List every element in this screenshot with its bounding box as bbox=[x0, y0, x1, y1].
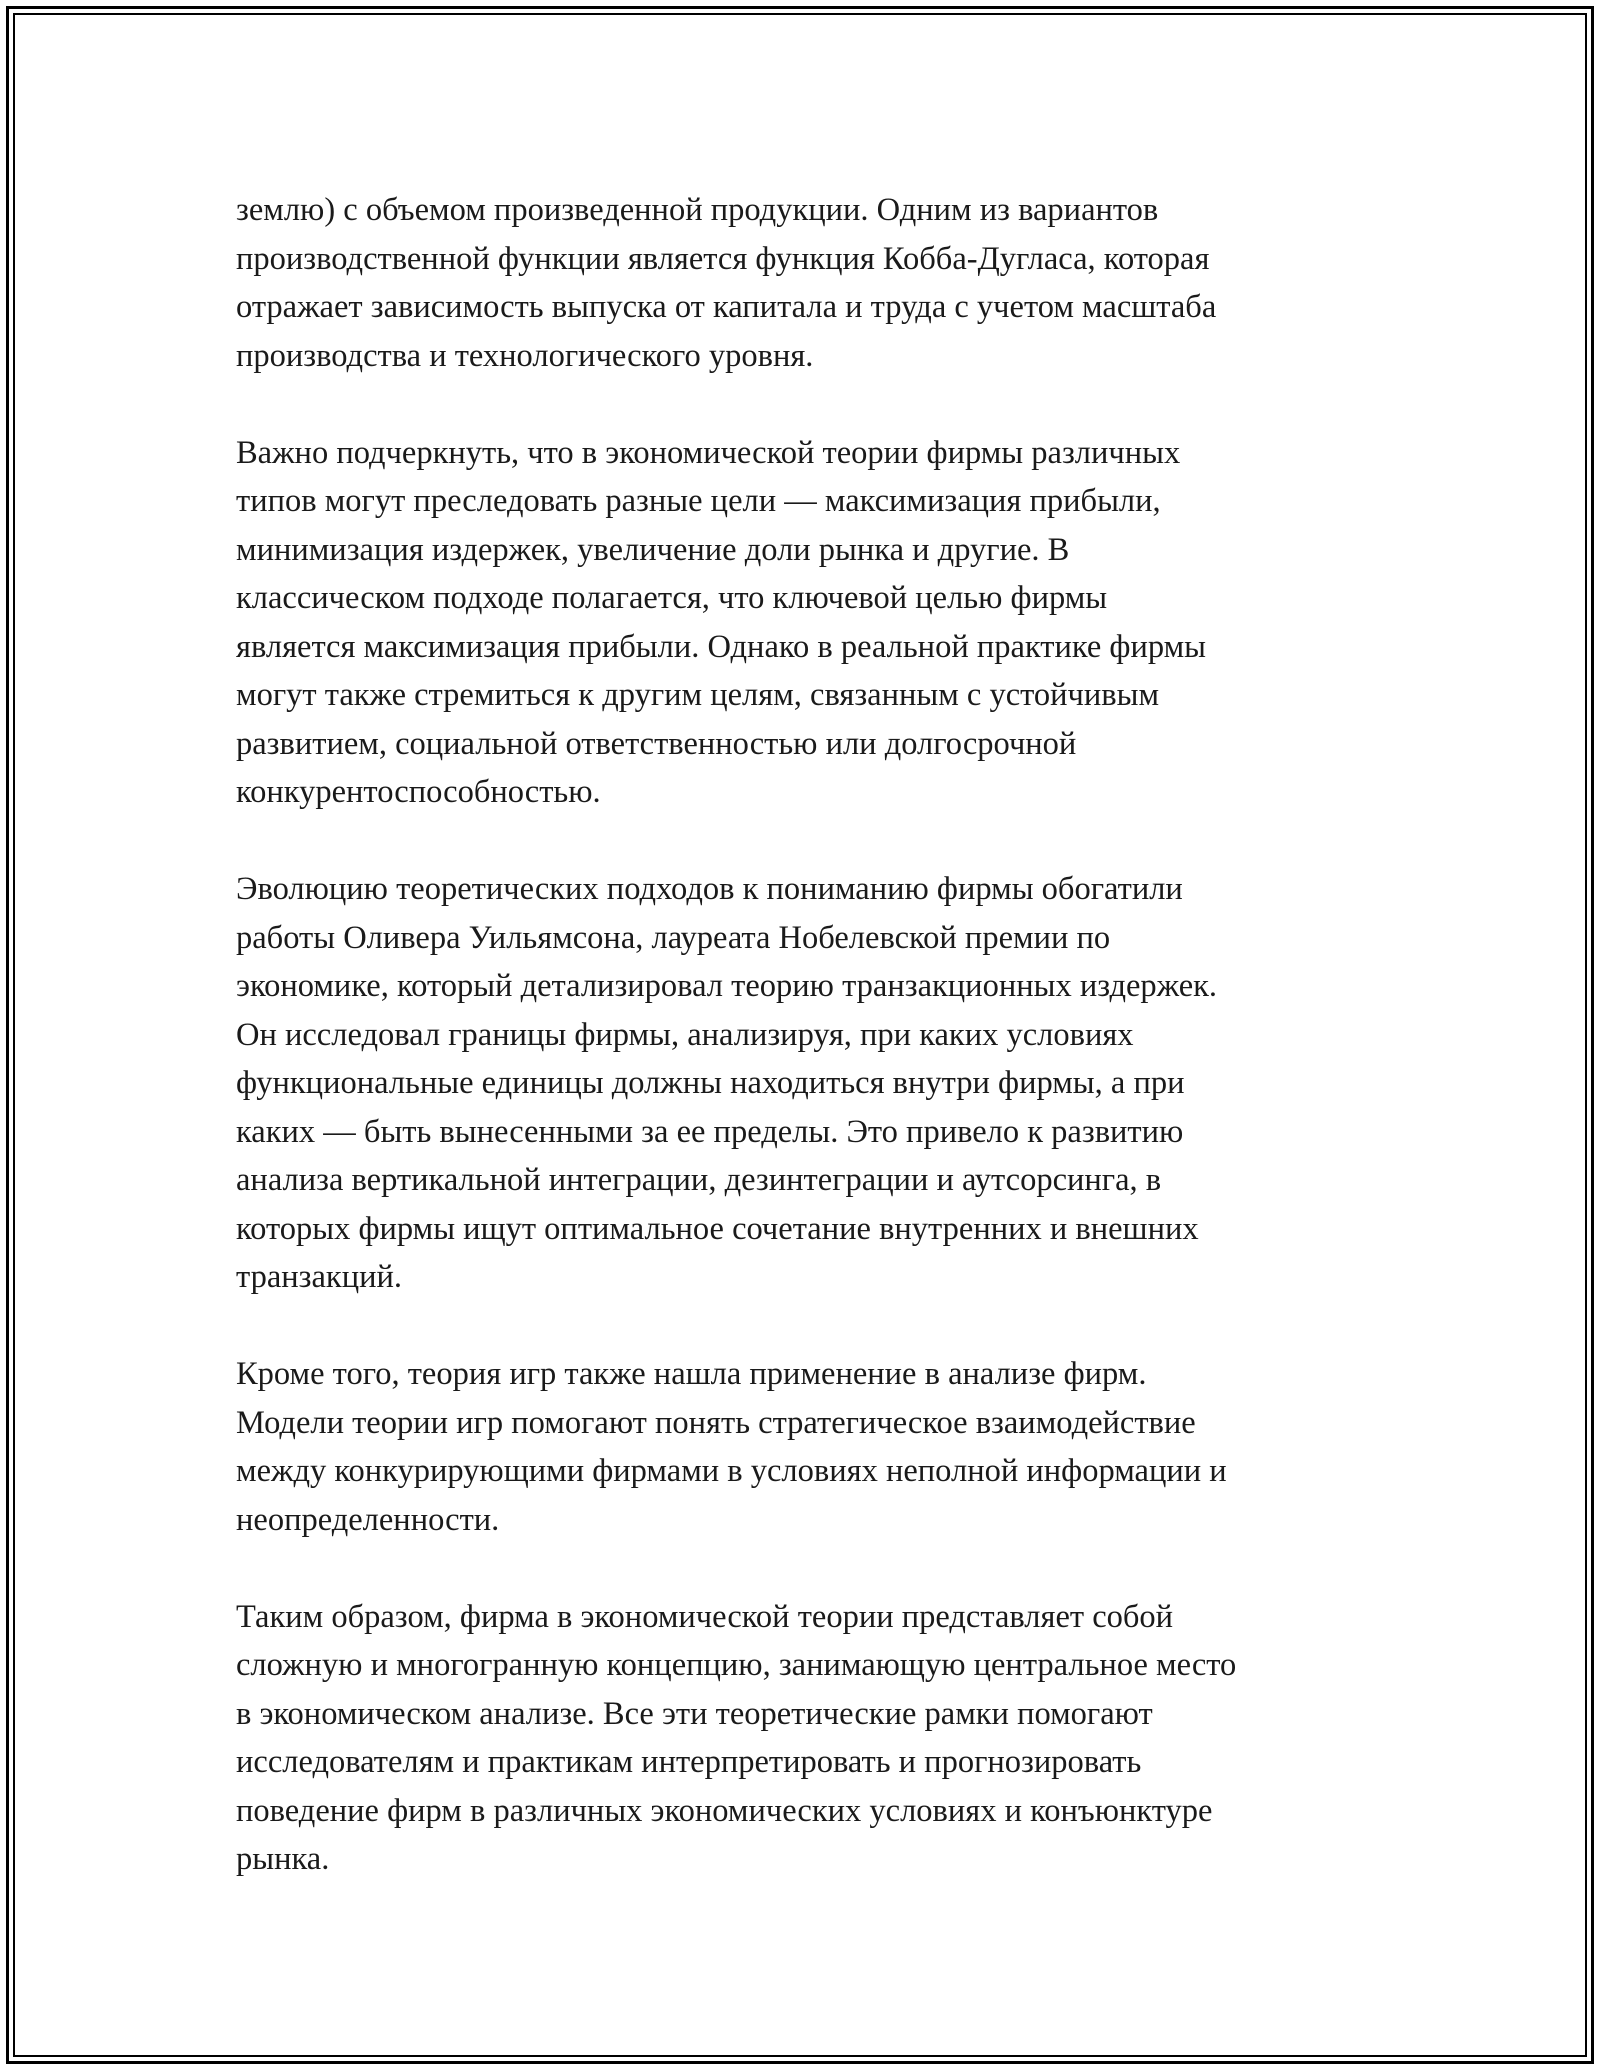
document-body bbox=[236, 186, 1386, 1932]
paragraph-firm-goals: Важно подчеркнуть, что в экономической теории фирмы различных типов могут преследовать разные цели — максимизация прибыли, минимизация издержек, увеличение доли рынка и другие. В классическом подходе полагается, что ключевой целью фирмы является максимизация прибыли. Однако в реальной практике фирмы могут также стремиться к другим целям, связанным с устойчивым развитием, социальной ответственностью или долгосрочной конкурентоспособностью. bbox=[236, 434, 1207, 810]
paragraph-williamson: Эволюцию теоретических подходов к пониманию фирмы обогатили работы Оливера Уильямсона, лауреата Нобелевской премии по экономике, который детализировал теорию транзакционных издержек. Он исследовал границы фирмы, анализируя, при каких условиях функциональные единицы должны находиться внутри фирмы, а при каких — быть вынесенными за ее пределы. Это привело к развитию анализа вертикальной интеграции, дезинтеграции и аутсорсинга, в которых фирмы ищут оптимальное сочетание внутренних и внешних транзакций. bbox=[236, 871, 1218, 1295]
paragraph-production-function: землю) с объемом произведенной продукции. Одним из вариантов производственной функции является функция Кобба-Дугласа, которая отражает зависимость выпуска от капитала и труда с учетом масштаба производства и технологического уровня. bbox=[236, 192, 1217, 374]
paragraph-conclusion: Таким образом, фирма в экономической теории представляет собой сложную и многогранную концепцию, занимающую центральное место в экономическом анализе. Все эти теоретические рамки помогают исследователям и практикам интерпретировать и прогнозировать поведение фирм в различных экономических условиях и конъюнктуре рынка. bbox=[236, 1598, 1237, 1877]
paragraph-game-theory: Кроме того, теория игр также нашла применение в анализе фирм. Модели теории игр помогают понять стратегическое взаимодействие между конкурирующими фирмами в условиях неполной информации и неопределенности. bbox=[236, 1356, 1227, 1538]
